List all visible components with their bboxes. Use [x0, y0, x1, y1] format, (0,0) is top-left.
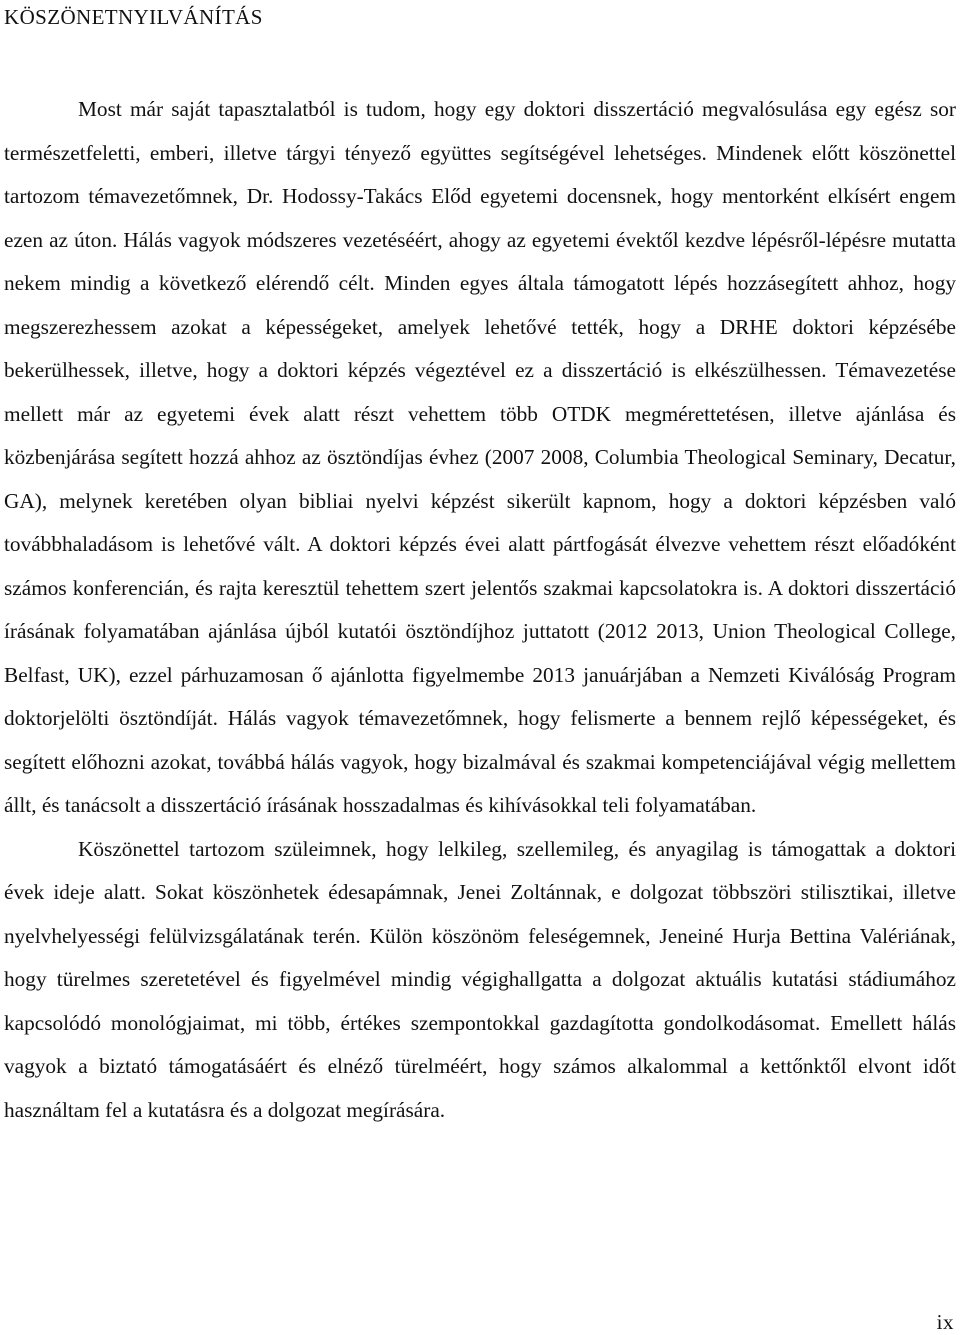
- paragraph-2: Köszönettel tartozom szüleimnek, hogy lelkileg, szellemileg, és anyagilag is támogattak a doktori évek ideje alatt. Sokat köszönhetek édesapámnak, Jenei Zoltánnak, e dolgozat többszöri stilisztikai, illetve nyelvhelyességi felülvizsgálatának terén. Külön köszönöm feleségemnek, Jeneiné Hurja Bettina Valériának, hogy türelmes szeretetével és figyelmével mindig végighallgatta a dolgozat aktuális kutatási stádiumához kapcsolódó monológjaimat, mi több, értékes szempontokkal gazdagította gondolkodásomat. Emellett hálás vagyok a biztató támogatásáért és elnéző türelméért, hogy számos alkalommal a kettőnktől elvont időt használtam fel a kutatásra és a dolgozat megírására.: [4, 836, 956, 1122]
- page-number: ix: [936, 1310, 954, 1334]
- paragraph-1: Most már saját tapasztalatból is tudom, hogy egy doktori disszertáció megvalósulása egy egész sor természetfeletti, emberi, illetve tárgyi tényező együttes segítségével lehetséges. Mindenek előtt köszönettel tartozom témavezetőmnek, Dr. Hodossy-Takács Előd egyetemi docensnek, hogy mentorként elkísért engem ezen az úton. Hálás vagyok módszeres vezetéséért, ahogy az egyetemi évektől kezdve lépésről-lépésre mutatta nekem mindig a következő elérendő célt. Minden egyes általa támogatott lépés hozzásegített ahhoz, hogy megszerezhessem azokat a képességeket, amelyek lehetővé tették, hogy a DRHE doktori képzésébe bekerülhessek, illetve, hogy a doktori képzés végeztével ez a disszertáció is elkészülhessen. Témavezetése mellett már az egyetemi évek alatt részt vehettem több OTDK megmérettetésen, illetve ajánlása és közbenjárása segített hozzá ahhoz az ösztöndíjas évhez (2007 2008, Columbia Theological Seminary, Decatur, GA), melynek keretében olyan bibliai nyelvi képzést sikerült kapnom, hogy a doktori képzésben való továbbhaladásom is lehetővé vált. A doktori képzés évei alatt pártfogását élvezve vehettem részt előadóként számos konferencián, és rajta keresztül tehettem szert jelentős szakmai kapcsolatokra is. A doktori disszertáció írásának folyamatában ajánlása újból kutatói ösztöndíjhoz juttatott (2012 2013, Union Theological College, Belfast, UK), ezzel párhuzamosan ő ajánlotta figyelmembe 2013 januárjában a Nemzeti Kiválóság Program doktorjelölti ösztöndíját. Hálás vagyok témavezetőmnek, hogy felismerte a bennem rejlő képességeket, és segített előhozni azokat, továbbá hálás vagyok, hogy bizalmával és szakmai kompetenciájával végig mellettem állt, és tanácsolt a disszertáció írásának hosszadalmas és kihívásokkal teli folyamatában.: [4, 97, 956, 817]
- document-page: [4, 0, 956, 1335]
- page-title: KÖSZÖNETNYILVÁNÍTÁS: [4, 5, 263, 29]
